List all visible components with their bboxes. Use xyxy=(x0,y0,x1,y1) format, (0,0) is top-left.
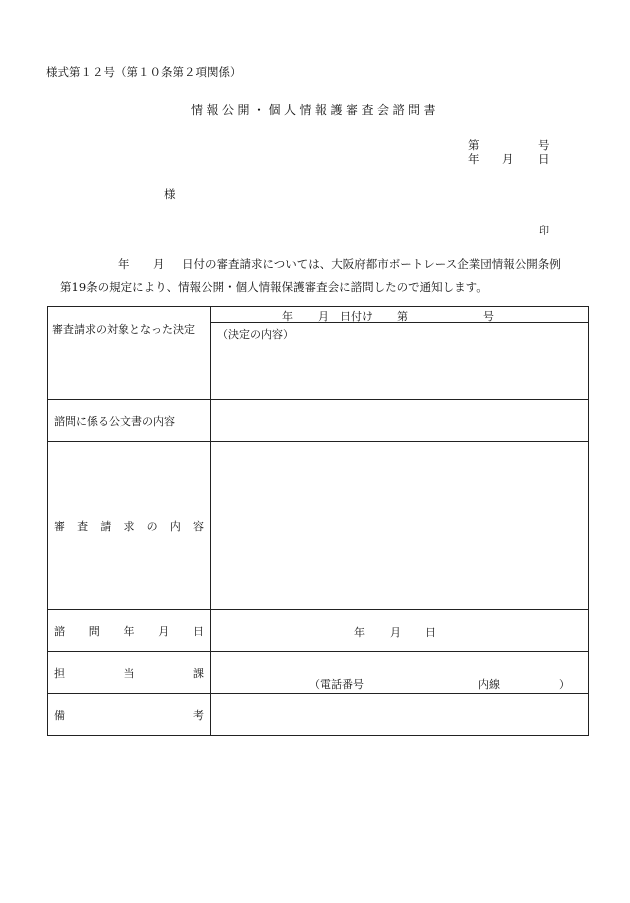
section-label-cell xyxy=(48,652,211,694)
issue-date-day: 日 xyxy=(538,152,550,166)
decision-month: 月 xyxy=(318,310,329,323)
addressee-honorific: 様 xyxy=(164,187,176,201)
document-title: 情報公開・個人情報護審査会諮問書 xyxy=(190,103,439,117)
decision-number-prefix: 第 xyxy=(397,310,408,323)
decision-year: 年 xyxy=(282,310,293,323)
section-label: 担 当 課 xyxy=(54,666,204,680)
consult-date-label: 諮 問 年 月 日 xyxy=(54,624,204,638)
decision-value-cell[interactable] xyxy=(211,307,589,400)
body-line-2: 第19条の規定により、情報公開・個人情報保護審査会に諮問したので通知します。 xyxy=(60,280,488,294)
body-year: 年 xyxy=(118,257,130,271)
section-value-cell[interactable] xyxy=(211,652,589,694)
consult-month: 月 xyxy=(390,626,401,639)
table-row xyxy=(48,610,589,652)
issue-date-year: 年 xyxy=(468,152,480,166)
table-row xyxy=(48,652,589,694)
table-row xyxy=(48,307,589,400)
decision-label-cell xyxy=(48,307,211,400)
extension-label: 内線 xyxy=(478,678,500,691)
decision-content-label: （決定の内容） xyxy=(217,328,294,341)
decision-date-number-row xyxy=(211,307,588,323)
remarks-value-cell[interactable] xyxy=(211,694,589,736)
request-value-cell[interactable] xyxy=(211,442,589,610)
form-number: 様式第１２号（第１０条第２項関係） xyxy=(46,65,242,79)
table-row xyxy=(48,694,589,736)
consult-date-value-cell[interactable] xyxy=(211,610,589,652)
table-row xyxy=(48,400,589,442)
seal-mark: 印 xyxy=(539,226,549,237)
consultation-form-table xyxy=(47,306,589,736)
phone-label: （電話番号 xyxy=(309,678,364,691)
request-label-cell xyxy=(48,442,211,610)
table-row xyxy=(48,442,589,610)
documents-value-cell[interactable] xyxy=(211,400,589,442)
consult-day: 日 xyxy=(425,626,436,639)
remarks-label: 備 考 xyxy=(54,708,204,722)
consult-year: 年 xyxy=(354,626,365,639)
decision-label: 審査請求の対象となった決定 xyxy=(52,323,195,336)
consult-date-label-cell xyxy=(48,610,211,652)
issue-date-month: 月 xyxy=(502,152,514,166)
documents-label-cell xyxy=(48,400,211,442)
body-month: 月 xyxy=(153,257,165,271)
body-text-1: 日付の審査請求については、大阪府都市ボートレース企業団情報公開条例 xyxy=(182,257,561,271)
decision-number-suffix: 号 xyxy=(483,310,494,323)
request-label: 審 査 請 求 の 内 容 xyxy=(54,519,204,533)
decision-date-suffix: 日付け xyxy=(340,310,373,323)
doc-number-prefix: 第 xyxy=(468,138,480,152)
remarks-label-cell xyxy=(48,694,211,736)
phone-close-paren: ） xyxy=(559,678,570,691)
documents-label: 諮問に係る公文書の内容 xyxy=(54,414,175,428)
doc-number-suffix: 号 xyxy=(538,138,550,152)
